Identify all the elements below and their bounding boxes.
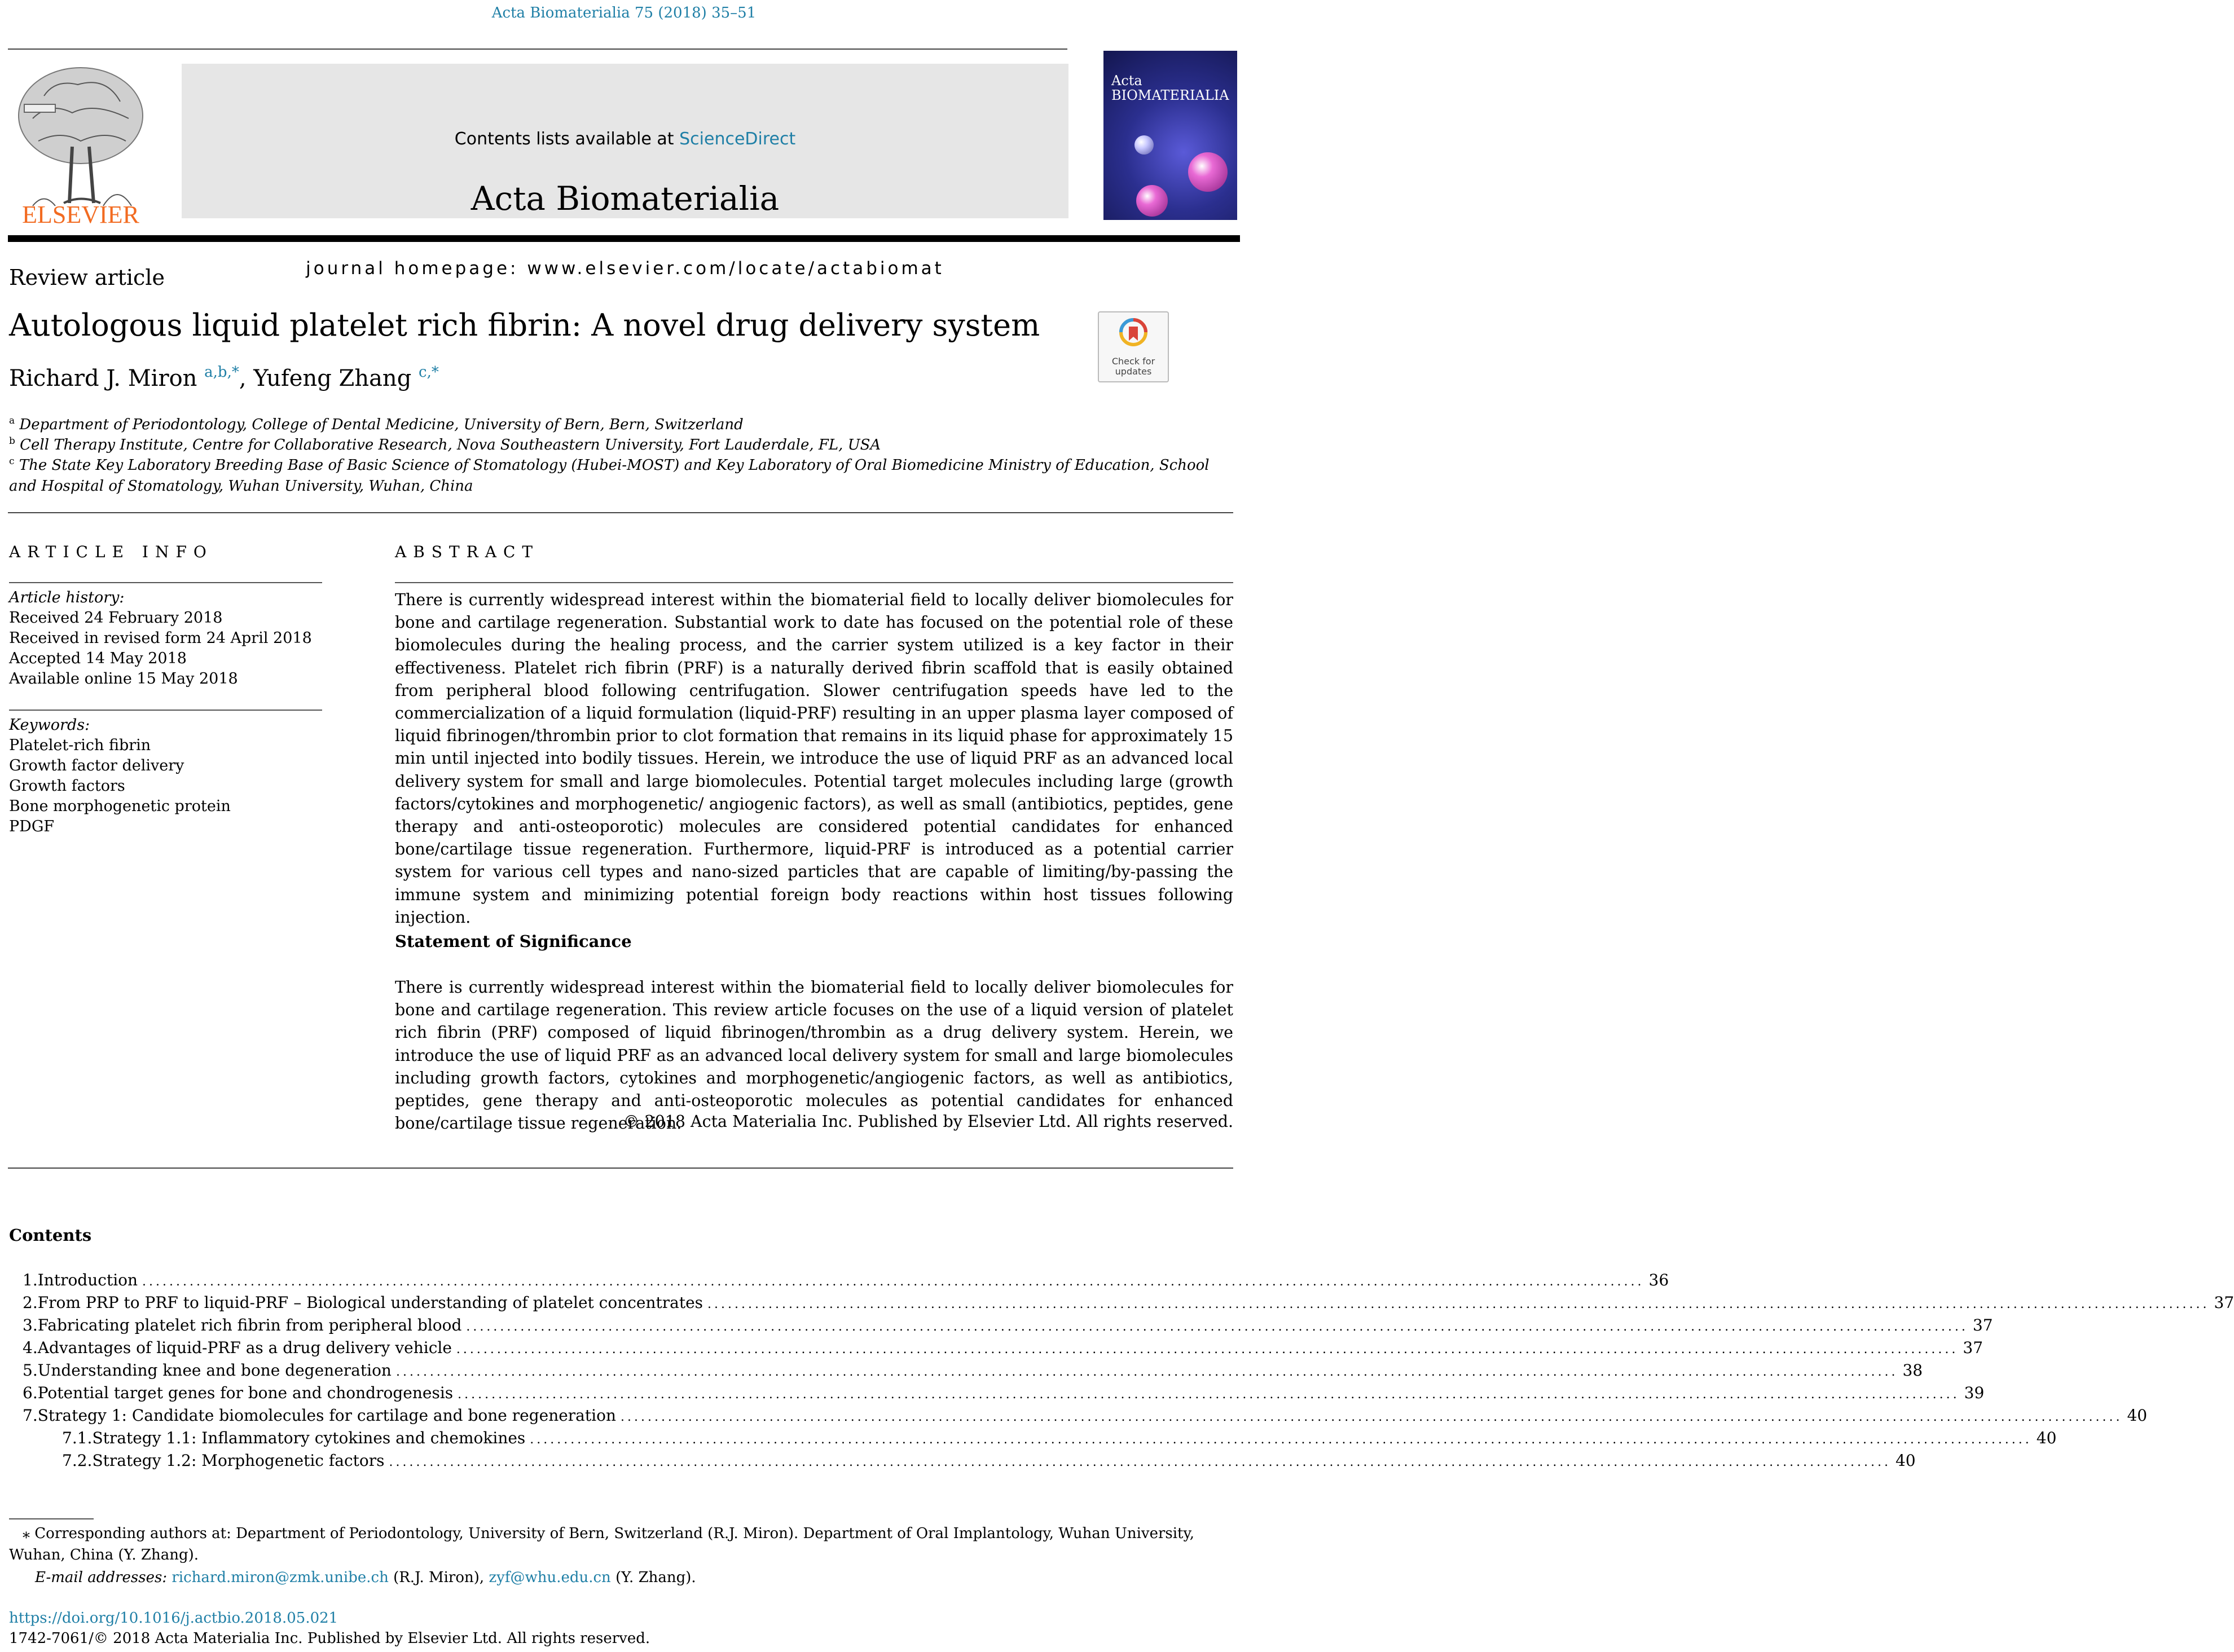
toc-leader: .............................................................................................................................................................................................................................. [456,1342,1959,1356]
keywords-rule [9,710,322,711]
affiliation-text: Department of Periodontology, College of Dental Medicine, University of Bern, Bern, Switzerland [19,416,744,433]
history-accepted: Accepted 14 May 2018 [9,650,187,667]
history-label: Article history: [9,589,125,606]
email-footnote [35,1567,1260,1588]
toc-page: 36 [1648,1271,1669,1289]
affiliation [9,451,1239,497]
email-owner: (Y. Zhang). [615,1569,696,1586]
corresponding-text: Corresponding authors at: Department of Periodontology, University of Bern, Switzerland (R.J. Miron). Department of Oral Implantology, Wuhan University, Wuhan, China (Y. Zhang). [9,1525,1195,1563]
check-updates-line2: updates [1115,366,1152,377]
toc-page: 40 [2127,1406,2148,1425]
article-info-rule [9,582,322,583]
author-separator: , [239,365,254,391]
keywords-label: Keywords: [9,716,90,734]
check-for-updates-badge[interactable] [1098,311,1169,382]
email-link[interactable]: richard.miron@zmk.unibe.ch [171,1569,389,1586]
toc-number: 7.1. [62,1429,93,1447]
toc-item[interactable] [23,1384,1985,1406]
keyword: Growth factor delivery [9,757,184,774]
toc-label[interactable]: From PRP to PRF to liquid-PRF – Biological understanding of platelet concentrates [37,1293,703,1312]
toc-leader: .............................................................................................................................................................................................................................. [707,1297,2210,1311]
toc-leader: .............................................................................................................................................................................................................................. [389,1455,1891,1469]
toc-page: 37 [2214,1293,2234,1312]
toc-leader: .............................................................................................................................................................................................................................. [466,1320,1968,1334]
toc-number: 1. [23,1271,38,1289]
article-info-heading: ARTICLE INFO [9,543,213,561]
toc-label[interactable]: Potential target genes for bone and chondrogenesis [37,1384,454,1402]
history-online: Available online 15 May 2018 [9,670,238,688]
keyword: Bone morphogenetic protein [9,798,231,815]
toc-label[interactable]: Fabricating platelet rich fibrin from peripheral blood [37,1316,462,1334]
history-received: Received 24 February 2018 [9,609,223,627]
check-updates-text [1099,356,1168,377]
toc-leader: .............................................................................................................................................................................................................................. [458,1387,1960,1402]
elsevier-wordmark: ELSEVIER [22,201,139,228]
journal-title: Acta Biomaterialia [470,179,780,218]
corresponding-footnote [9,1523,1234,1566]
contents-prefix: Contents lists available at [454,129,680,149]
toc-number: 2. [23,1293,38,1312]
significance-text: There is currently widespread interest within the biomaterial field to locally deliver biomolecules for bone and cartilage regeneration. This review article focuses on the use of a liquid version of platelet rich fibrin (PRF) composed of liquid fibrinogen/thrombin as a drug delivery system. Herein, we introduce the use of liquid PRF as an advanced local delivery system for small and large biomolecules including growth factors, cytokines and morphogenetic/angiogenic factors, as well as antibiotics, peptides, gene therapy and anti-osteoporotic molecules as potential candidates for enhanced bone/cartilage tissue regeneration. [395,978,1233,1133]
article-type: Review article [9,265,165,290]
cover-sphere [1134,135,1154,155]
elsevier-logo [10,62,151,226]
toc-item[interactable] [23,1338,1984,1361]
toc-page: 37 [1963,1338,1984,1357]
keyword: Growth factors [9,777,125,795]
check-updates-icon [1119,318,1147,352]
article-title: Autologous liquid platelet rich fibrin: A novel drug delivery system [9,307,1040,343]
toc-item[interactable] [23,1406,2148,1429]
toc-number: 4. [23,1338,38,1357]
toc-number: 7. [23,1406,38,1425]
toc-number: 7.2. [62,1451,93,1470]
section-rule [8,512,1233,513]
abstract-rule [395,582,1233,583]
doi-link[interactable]: https://doi.org/10.1016/j.actbio.2018.05.021 [9,1610,338,1627]
abstract-text: There is currently widespread interest within the biomaterial field to locally deliver biomolecules for bone and cartilage regeneration. Substantial work to date has focused on the potential role of these biomolecules during the healing process, and the carrier system utilized is a key factor in their effectiveness. Platelet rich fibrin (PRF) is a naturally derived fibrin scaffold that is easily obtained from peripheral blood following centrifugation. Slower centrifugation speeds have led to the commercialization of a liquid formulation (liquid-PRF) resulting in an upper plasma layer composed of liquid fibrinogen/thrombin prior to clot formation that remains in its liquid phase for approximately 15 min until injected into bodily tissues. Herein, we introduce the use of liquid PRF as an advanced local delivery system for small and large biomolecules. Potential target molecules including large (growth factors/cytokines and morphogenetic/ angiogenic factors), as well as small (antibiotics, peptides, gene therapy and anti-osteoporotic) molecules are considered potential candidates for enhanced bone/cartilage tissue regeneration. Furthermore, liquid-PRF is introduced as a potential carrier system for various cell types and nano-sized particles that are capable of limiting/by-passing the immune system and minimizing potential foreign body reactions within host tissues following injection. [395,591,1233,927]
affiliation-marker: b [9,435,15,447]
elsevier-tree-icon [10,62,151,226]
header-rule [8,49,1067,50]
journal-cover[interactable] [1103,51,1237,220]
affiliation-marker: c [9,456,15,467]
toc-item[interactable] [23,1316,1993,1338]
toc-number: 6. [23,1384,38,1402]
cover-sphere [1136,185,1168,217]
toc-label[interactable]: Understanding knee and bone degeneration [37,1361,392,1380]
email-owner: (R.J. Miron), [393,1569,485,1586]
issn-line: 1742-7061/© 2018 Acta Materialia Inc. Published by Elsevier Ltd. All rights reserved. [9,1630,650,1647]
toc-item[interactable] [23,1293,2234,1316]
significance-heading: Statement of Significance [395,932,632,951]
author-name[interactable]: Richard J. Miron [9,365,197,391]
toc-subitem[interactable] [23,1429,2057,1451]
toc-page: 39 [1964,1384,1985,1402]
section-rule [8,1168,1233,1169]
sciencedirect-link[interactable]: ScienceDirect [679,129,796,149]
keyword: Platelet-rich fibrin [9,737,151,754]
journal-banner [182,64,1068,279]
toc-page: 37 [1972,1316,1993,1334]
toc-page: 38 [1902,1361,1923,1380]
cover-sphere [1188,152,1228,192]
toc-label[interactable]: Strategy 1.1: Inflammatory cytokines and chemokines [92,1429,526,1447]
toc-leader: .............................................................................................................................................................................................................................. [395,1365,1898,1379]
footnote-rule [9,1518,94,1519]
author-affiliation-marker[interactable]: a,b,* [204,364,239,381]
toc-page: 40 [2036,1429,2057,1447]
author-name[interactable]: Yufeng Zhang [253,365,412,391]
journal-citation[interactable]: Acta Biomaterialia 75 (2018) 35–51 [491,5,757,21]
author-list [9,364,439,391]
toc-page: 40 [1895,1451,1916,1470]
email-link[interactable]: zyf@whu.edu.cn [489,1569,611,1586]
article-history [9,588,325,689]
header-thick-rule [8,235,1240,242]
toc-subitem[interactable] [23,1451,1916,1474]
contents-available-line [182,129,1068,149]
affiliation-marker: a [9,415,15,426]
keywords-block [9,715,325,837]
toc-label[interactable]: Advantages of liquid-PRF as a drug delivery vehicle [37,1338,452,1357]
toc-label[interactable]: Strategy 1: Candidate biomolecules for cartilage and bone regeneration [37,1406,616,1425]
keyword: PDGF [9,818,55,835]
author-affiliation-marker[interactable]: c,* [419,364,439,381]
affiliation-text: The State Key Laboratory Breeding Base of Basic Science of Stomatology (Hubei-MOST) and Key Laboratory of Oral Biomedicine Ministry of Education, School and Hospital of Stomatology, Wuhan University, Wuhan, China [9,457,1210,495]
toc-item[interactable] [23,1271,1669,1293]
cover-title: Acta BIOMATERIALIA [1111,73,1229,103]
email-label: E-mail addresses: [35,1569,168,1586]
copyright-notice: © 2018 Acta Materialia Inc. Published by Elsevier Ltd. All rights reserved. [623,1112,1233,1131]
toc-number: 3. [23,1316,38,1334]
toc-leader: .............................................................................................................................................................................................................................. [142,1275,1644,1289]
toc-leader: .............................................................................................................................................................................................................................. [530,1433,2032,1447]
toc-label[interactable]: Strategy 1.2: Morphogenetic factors [92,1451,385,1470]
toc-heading: Contents [9,1226,92,1245]
toc-item[interactable] [23,1361,1923,1384]
toc-leader: .............................................................................................................................................................................................................................. [620,1410,2123,1424]
check-updates-line1: Check for [1111,356,1155,367]
abstract-heading: ABSTRACT [395,543,540,561]
toc-number: 5. [23,1361,38,1380]
toc-label[interactable]: Introduction [37,1271,138,1289]
affiliation-text: Cell Therapy Institute, Centre for Collaborative Research, Nova Southeastern University, Fort Lauderdale, FL, USA [20,437,881,453]
history-revised: Received in revised form 24 April 2018 [9,629,312,647]
footnote-marker: ⁎ [23,1525,30,1542]
journal-homepage[interactable]: journal homepage: www.elsevier.com/locate/actabiomat [306,258,944,279]
